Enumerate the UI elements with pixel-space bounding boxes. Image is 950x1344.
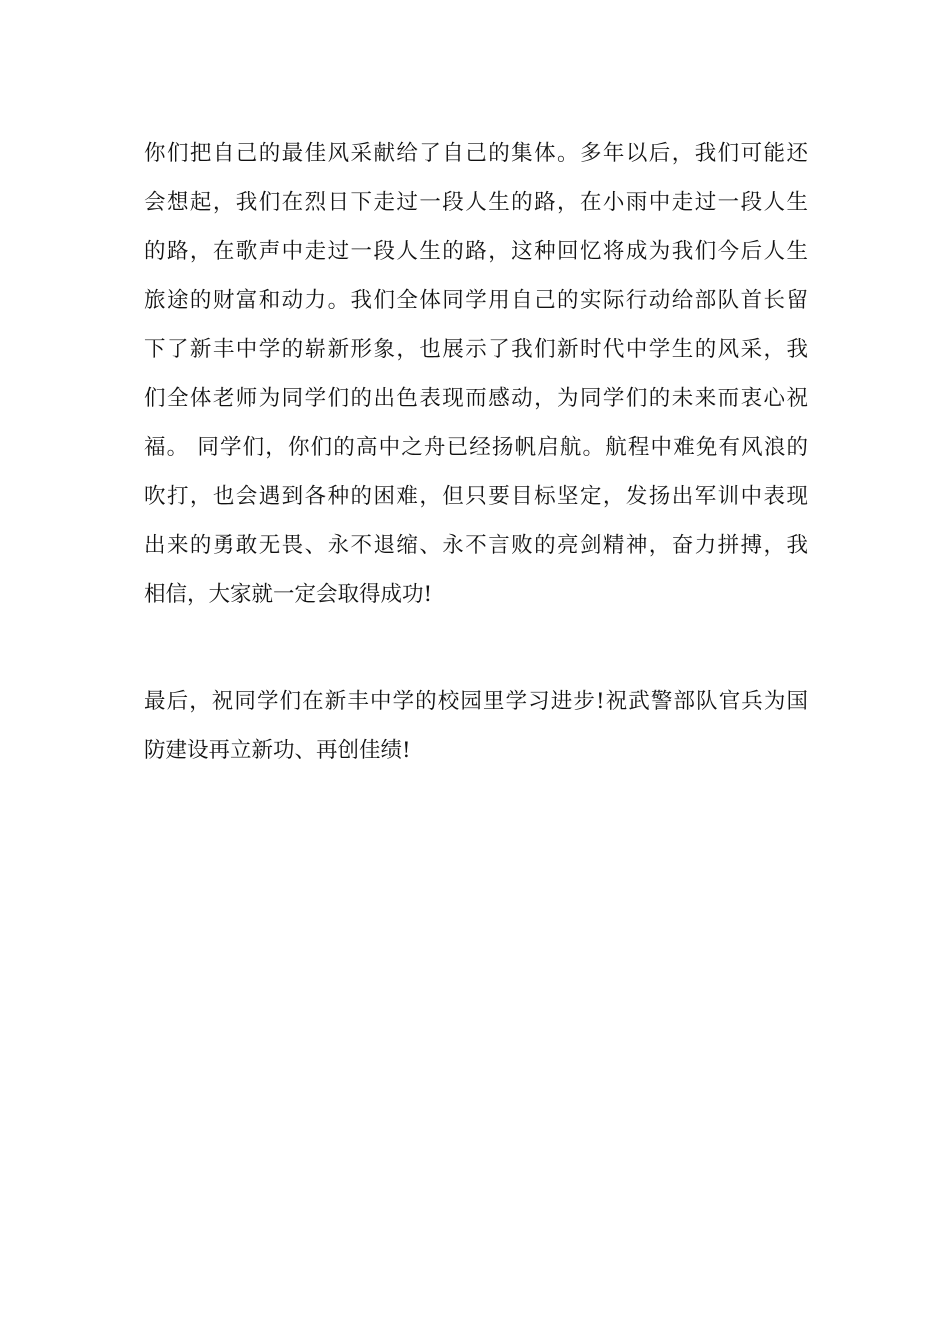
paragraph-line: 你们把自己的最佳风采献给了自己的集体。多年以后，我们可能还	[144, 141, 808, 166]
paragraph-line: 出来的勇敢无畏、永不退缩、永不言败的亮剑精神，奋力拼搏，我	[144, 533, 808, 558]
body-paragraph-1	[144, 129, 808, 619]
paragraph-line: 的路，在歌声中走过一段人生的路，这种回忆将成为我们今后人生	[144, 239, 808, 264]
paragraph-line: 下了新丰中学的崭新形象，也展示了我们新时代中学生的风采，我	[144, 337, 808, 362]
paragraph-line: 防建设再立新功、再创佳绩!	[144, 738, 411, 763]
paragraph-line: 会想起，我们在烈日下走过一段人生的路，在小雨中走过一段人生	[144, 190, 808, 215]
paragraph-line: 旅途的财富和动力。我们全体同学用自己的实际行动给部队首长留	[144, 288, 808, 313]
paragraph-line: 福。 同学们，你们的高中之舟已经扬帆启航。航程中难免有风浪的	[144, 435, 808, 460]
paragraph-line: 相信，大家就一定会取得成功!	[144, 582, 433, 607]
paragraph-line: 最后，祝同学们在新丰中学的校园里学习进步!祝武警部队官兵为国	[144, 689, 808, 714]
body-paragraph-2	[144, 677, 808, 775]
paragraph-line: 吹打，也会遇到各种的困难，但只要目标坚定，发扬出军训中表现	[144, 484, 808, 509]
paragraph-line: 们全体老师为同学们的出色表现而感动，为同学们的未来而衷心祝	[144, 386, 808, 411]
